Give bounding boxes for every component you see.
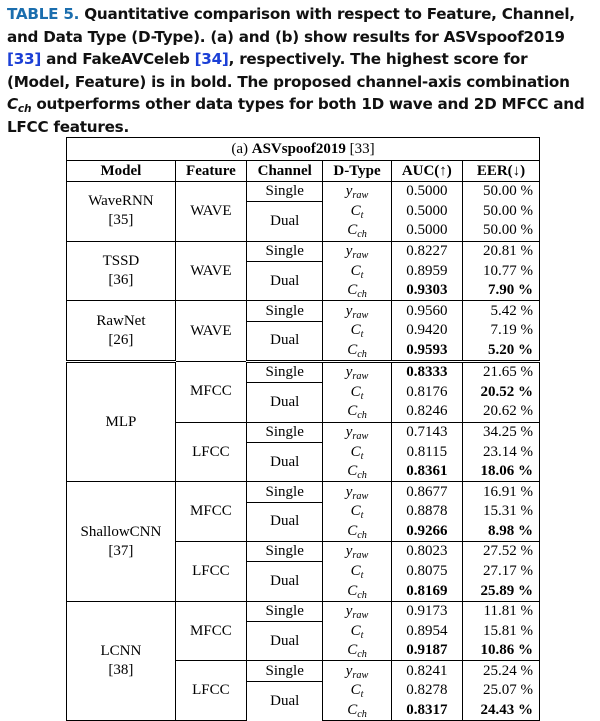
- dtype-cell: $y_{raw}$: [323, 241, 391, 261]
- auc-cell: 0.8333: [391, 362, 462, 383]
- auc-cell: 0.9560: [391, 301, 462, 321]
- table-subtitle-row: [67, 138, 540, 161]
- model-cell: [67, 182, 176, 242]
- results-table-container: [66, 137, 540, 721]
- dtype-cell: $C_{ch}$: [323, 341, 391, 362]
- dtype-cell: $y_{raw}$: [323, 301, 391, 321]
- model-ref: [36]: [108, 272, 134, 288]
- channel-cell: Single: [246, 422, 323, 442]
- dtype-cell: $y_{raw}$: [323, 362, 391, 383]
- table-row: [67, 241, 540, 261]
- caption-label: TABLE 5.: [7, 5, 80, 23]
- caption-text: , respectively. The highest score for (Model, Feature) is in bold. The proposed channel-axis combination: [7, 50, 570, 91]
- feature-cell: WAVE: [175, 301, 246, 362]
- model-cell: [67, 362, 176, 482]
- model-ref: [35]: [108, 212, 134, 229]
- eer-cell: 25.24 %: [463, 661, 540, 681]
- auc-cell: 0.5000: [391, 221, 462, 241]
- model-ref: [26]: [108, 331, 134, 348]
- channel-cell: Dual: [246, 202, 323, 241]
- channel-cell: Single: [246, 601, 323, 621]
- auc-cell: 0.8954: [391, 622, 462, 641]
- caption-ref-link[interactable]: [33]: [7, 50, 42, 68]
- dtype-cell: $C_{ch}$: [323, 402, 391, 422]
- dtype-cell: $C_{ch}$: [323, 522, 391, 542]
- col-header-feature: Feature: [175, 161, 246, 182]
- feature-cell: MFCC: [175, 601, 246, 661]
- auc-cell: 0.5000: [391, 182, 462, 202]
- channel-cell: Single: [246, 182, 323, 202]
- col-header-dtype: D-Type: [323, 161, 391, 182]
- table-row: [67, 362, 540, 383]
- table-caption: [7, 3, 595, 138]
- dtype-cell: $y_{raw}$: [323, 542, 391, 562]
- eer-cell: 27.17 %: [463, 562, 540, 581]
- eer-cell: 24.43 %: [463, 701, 540, 721]
- auc-cell: 0.9420: [391, 321, 462, 340]
- col-header-channel: Channel: [246, 161, 323, 182]
- eer-cell: 20.62 %: [463, 402, 540, 422]
- feature-cell: MFCC: [175, 482, 246, 542]
- auc-cell: 0.9187: [391, 641, 462, 661]
- dtype-cell: $C_t$: [323, 262, 391, 281]
- dtype-cell: $C_t$: [323, 443, 391, 462]
- eer-cell: 50.00 %: [463, 221, 540, 241]
- auc-cell: 0.9266: [391, 522, 462, 542]
- table-subtitle: (a) ASVspoof2019 [33]: [67, 138, 540, 161]
- table-row: [67, 182, 540, 202]
- feature-cell: WAVE: [175, 241, 246, 301]
- dtype-cell: $y_{raw}$: [323, 601, 391, 621]
- col-header-auc: AUC(↑): [391, 161, 462, 182]
- eer-cell: 8.98 %: [463, 522, 540, 542]
- caption-text: Quantitative comparison with respect to Feature, Channel, and Data Type (D-Type). (a) and (b) show results for ASVspoof2019: [7, 5, 575, 46]
- dtype-cell: $C_t$: [323, 681, 391, 700]
- eer-cell: 16.91 %: [463, 482, 540, 502]
- dtype-cell: $C_{ch}$: [323, 281, 391, 301]
- dtype-cell: $C_t$: [323, 502, 391, 521]
- eer-cell: 21.65 %: [463, 362, 540, 383]
- model-cell: [67, 482, 176, 601]
- model-name: RawNet: [96, 312, 146, 329]
- auc-cell: 0.8317: [391, 701, 462, 721]
- table-row: [67, 601, 540, 621]
- channel-cell: Dual: [246, 502, 323, 541]
- auc-cell: 0.8878: [391, 502, 462, 521]
- col-header-eer: EER(↓): [463, 161, 540, 182]
- auc-cell: 0.8677: [391, 482, 462, 502]
- eer-cell: 18.06 %: [463, 462, 540, 482]
- dtype-cell: $C_t$: [323, 622, 391, 641]
- table-row: [67, 482, 540, 502]
- eer-cell: 23.14 %: [463, 443, 540, 462]
- table-row: [67, 301, 540, 321]
- model-name: TSSD: [102, 253, 140, 269]
- model-name: ShallowCNN: [80, 523, 162, 540]
- eer-cell: 20.81 %: [463, 241, 540, 261]
- model-name: MLP: [105, 413, 137, 430]
- eer-cell: 7.19 %: [463, 321, 540, 340]
- channel-cell: Dual: [246, 622, 323, 661]
- auc-cell: 0.8176: [391, 383, 462, 402]
- eer-cell: 27.52 %: [463, 542, 540, 562]
- dtype-cell: $C_{ch}$: [323, 701, 391, 721]
- eer-cell: 20.52 %: [463, 383, 540, 402]
- dtype-cell: $y_{raw}$: [323, 482, 391, 502]
- channel-cell: Dual: [246, 262, 323, 301]
- feature-cell: MFCC: [175, 362, 246, 423]
- caption-text: and FakeAVCeleb: [41, 50, 195, 68]
- dtype-cell: $C_{ch}$: [323, 462, 391, 482]
- channel-cell: Single: [246, 241, 323, 261]
- channel-cell: Single: [246, 661, 323, 681]
- caption-text: outperforms other data types for both 1D wave and 2D MFCC and LFCC features.: [7, 95, 585, 136]
- dtype-cell: $C_t$: [323, 202, 391, 221]
- dtype-cell: $C_{ch}$: [323, 581, 391, 601]
- eer-cell: 10.86 %: [463, 641, 540, 661]
- channel-cell: Dual: [246, 562, 323, 601]
- auc-cell: 0.8075: [391, 562, 462, 581]
- dtype-cell: $C_{ch}$: [323, 641, 391, 661]
- eer-cell: 50.00 %: [463, 182, 540, 202]
- model-name: WaveRNN: [88, 193, 154, 210]
- auc-cell: 0.8241: [391, 661, 462, 681]
- dtype-cell: $C_t$: [323, 321, 391, 340]
- channel-cell: Single: [246, 362, 323, 383]
- channel-cell: Single: [246, 482, 323, 502]
- auc-cell: 0.8278: [391, 681, 462, 700]
- eer-cell: 34.25 %: [463, 422, 540, 442]
- eer-cell: 5.42 %: [463, 301, 540, 321]
- channel-cell: Dual: [246, 443, 323, 482]
- auc-cell: 0.8169: [391, 581, 462, 601]
- caption-symbol: $C_{ch}$: [7, 95, 32, 115]
- model-name: LCNN: [100, 642, 142, 659]
- model-cell: [67, 601, 176, 720]
- auc-cell: 0.9593: [391, 341, 462, 362]
- col-header-model: Model: [67, 161, 176, 182]
- dtype-cell: $C_{ch}$: [323, 221, 391, 241]
- feature-cell: WAVE: [175, 182, 246, 242]
- channel-cell: Dual: [246, 681, 323, 720]
- eer-cell: 11.81 %: [463, 601, 540, 621]
- channel-cell: Dual: [246, 321, 323, 361]
- eer-cell: 7.90 %: [463, 281, 540, 301]
- auc-cell: 0.5000: [391, 202, 462, 221]
- eer-cell: 5.20 %: [463, 341, 540, 362]
- auc-cell: 0.8227: [391, 241, 462, 261]
- auc-cell: 0.8361: [391, 462, 462, 482]
- results-table: [66, 137, 540, 721]
- feature-cell: LFCC: [175, 422, 246, 482]
- auc-cell: 0.8023: [391, 542, 462, 562]
- auc-cell: 0.7143: [391, 422, 462, 442]
- model-ref: [38]: [108, 661, 134, 678]
- dtype-cell: $y_{raw}$: [323, 661, 391, 681]
- eer-cell: 50.00 %: [463, 202, 540, 221]
- eer-cell: 15.31 %: [463, 502, 540, 521]
- eer-cell: 25.07 %: [463, 681, 540, 700]
- auc-cell: 0.8959: [391, 262, 462, 281]
- caption-ref-link[interactable]: [34]: [194, 50, 229, 68]
- model-cell: [67, 301, 176, 362]
- auc-cell: 0.8246: [391, 402, 462, 422]
- channel-cell: Dual: [246, 383, 323, 422]
- auc-cell: 0.8115: [391, 443, 462, 462]
- model-ref: [37]: [108, 542, 134, 559]
- dtype-cell: $y_{raw}$: [323, 182, 391, 202]
- eer-cell: 10.77 %: [463, 262, 540, 281]
- dtype-cell: $C_t$: [323, 562, 391, 581]
- auc-cell: 0.9173: [391, 601, 462, 621]
- feature-cell: LFCC: [175, 661, 246, 721]
- channel-cell: Single: [246, 542, 323, 562]
- channel-cell: Single: [246, 301, 323, 321]
- table-header-row: [67, 161, 540, 182]
- dtype-cell: $C_t$: [323, 383, 391, 402]
- feature-cell: LFCC: [175, 542, 246, 602]
- model-cell: [67, 241, 176, 301]
- eer-cell: 25.89 %: [463, 581, 540, 601]
- eer-cell: 15.81 %: [463, 622, 540, 641]
- auc-cell: 0.9303: [391, 281, 462, 301]
- dtype-cell: $y_{raw}$: [323, 422, 391, 442]
